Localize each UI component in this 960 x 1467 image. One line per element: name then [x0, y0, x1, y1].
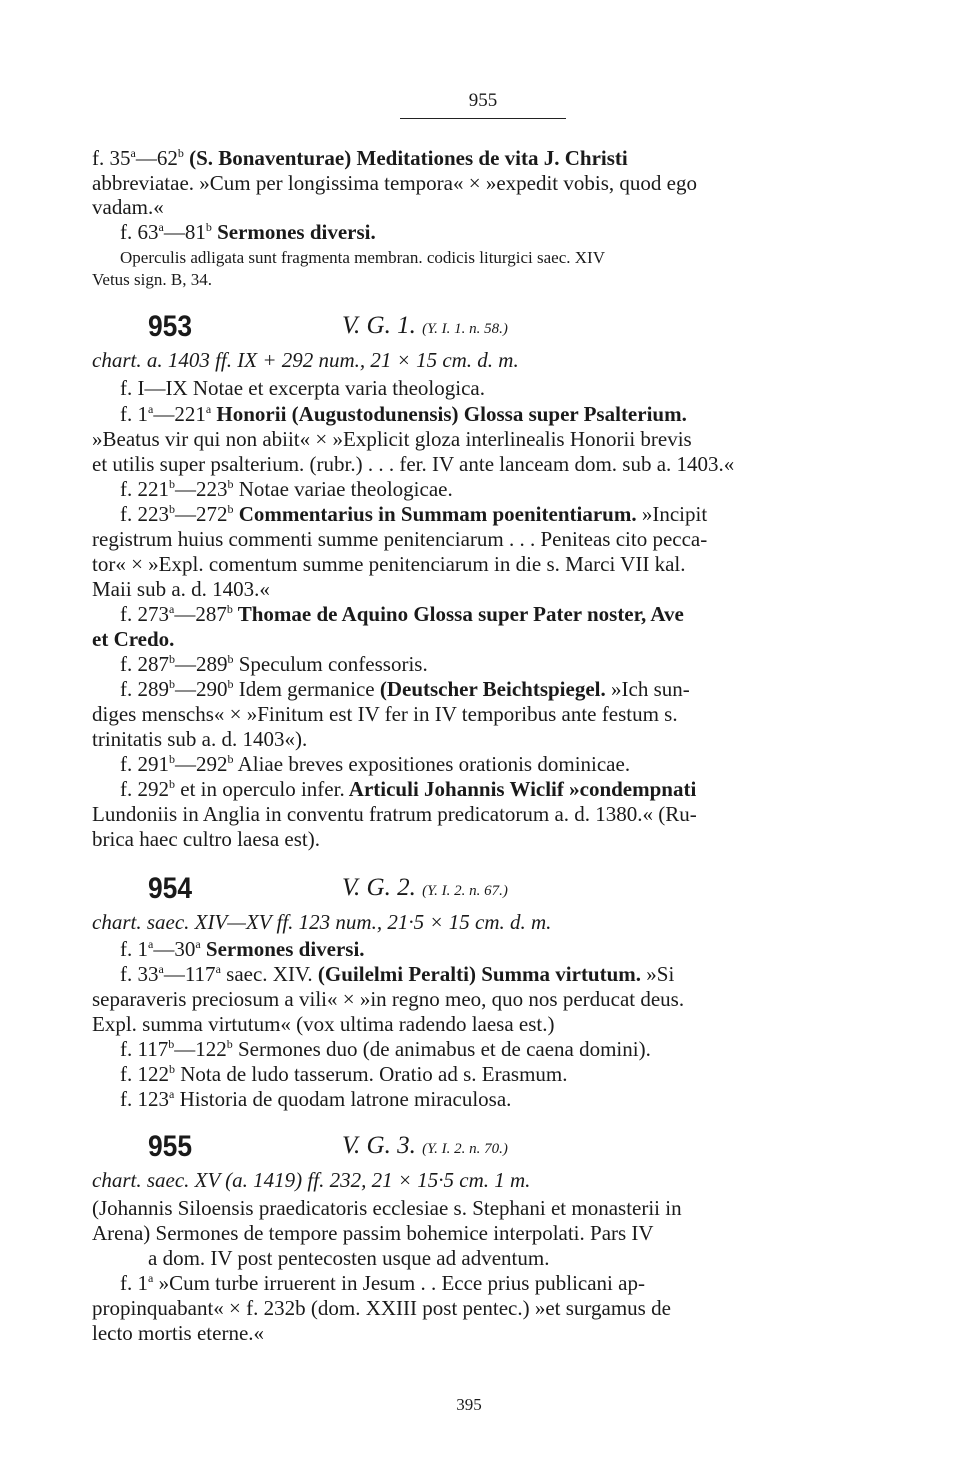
entry-954-line-1: f. 1$^a$—30$^a$ Sermones diversi.: [120, 937, 365, 961]
entry-953-line-4: et utilis super psalterium. (rubr.) . . . fer. IV ante lanceam dom. sub a. 1403.«: [92, 452, 735, 476]
top-line-5: Operculis adligata sunt fragmenta membran. codicis liturgici saec. XIV: [120, 248, 605, 267]
entry-953-line-18: Lundoniis in Anglia in conventu fratrum predicatorum a. d. 1380.« (Ru-: [92, 802, 697, 826]
top-line-2: abbreviatae. »Cum per longissima tempora« × »expedit vobis, quod ego: [92, 171, 697, 195]
entry-953-line-10: f. 273$^a$—287$^b$ Thomae de Aquino Glossa super Pater noster, Ave: [120, 602, 684, 626]
entry-955-line-2: Arena) Sermones de tempore passim bohemice interpolati. Pars IV: [92, 1221, 654, 1245]
shelfmark-955: V. G. 3. (Y. I. 2. n. 70.): [342, 1132, 508, 1159]
entry-953-line-16: f. 291$^b$—292$^b$ Aliae breves expositiones orationis dominicae.: [120, 752, 631, 776]
entry-955-description: chart. saec. XV (a. 1419) ff. 232, 21 × 15·5 cm. 1 m.: [92, 1168, 531, 1192]
entry-953-line-5: f. 221$^b$—223$^b$ Notae variae theologicae.: [120, 477, 453, 501]
entry-number-954: 954: [148, 872, 193, 905]
shelfmark-954: V. G. 2. (Y. I. 2. n. 67.): [342, 874, 508, 901]
entry-955-line-1: (Johannis Siloensis praedicatoris ecclesiae s. Stephani et monasterii in: [92, 1196, 682, 1220]
entry-number-953: 953: [148, 310, 193, 343]
entry-953-line-1: f. I—IX Notae et excerpta varia theologica.: [120, 376, 485, 400]
entry-953-line-15: trinitatis sub a. d. 1403«).: [92, 727, 308, 751]
entry-953-line-11: et Credo.: [92, 627, 175, 651]
running-head-rule: [400, 118, 566, 119]
entry-953-line-7: registrum huius commenti summe penitenciarum . . . Peniteas cito pecca-: [92, 527, 708, 551]
entry-953-line-19: brica haec cultro laesa est).: [92, 827, 320, 851]
entry-955-line-5: propinquabant« × f. 232b (dom. XXIII post pentec.) »et surgamus de: [92, 1296, 671, 1320]
entry-955-line-6: lecto mortis eterne.«: [92, 1321, 265, 1345]
top-line-1: f. 35$^a$—62$^b$ (S. Bonaventurae) Meditationes de vita J. Christi: [92, 146, 628, 170]
shelfmark-953: V. G. 1. (Y. I. 1. n. 58.): [342, 312, 508, 339]
entry-number-955: 955: [148, 1130, 193, 1163]
entry-954-line-5: f. 117$^b$—122$^b$ Sermones duo (de animabus et de caena domini).: [120, 1037, 651, 1061]
entry-953-line-3: »Beatus vir qui non abiit« × »Explicit gloza interlinealis Honorii brevis: [92, 427, 692, 451]
entry-955-line-4: f. 1$^a$ »Cum turbe irruerent in Jesum . . Ecce prius publicani ap-: [120, 1271, 645, 1295]
entry-953-line-2: f. 1$^a$—221$^a$ Honorii (Augustodunensis) Glossa super Psalterium.: [120, 402, 687, 426]
top-line-4: f. 63$^a$—81$^b$ Sermones diversi.: [120, 220, 376, 244]
entry-953-line-6: f. 223$^b$—272$^b$ Commentarius in Summam poenitentiarum. »Incipit: [120, 502, 708, 526]
entry-953-line-13: f. 289$^b$—290$^b$ Idem germanice (Deutscher Beichtspiegel. »Ich sun-: [120, 677, 690, 701]
entry-954-line-7: f. 123$^a$ Historia de quodam latrone miraculosa.: [120, 1087, 512, 1111]
top-line-6: Vetus sign. B, 34.: [92, 270, 212, 289]
entry-953-line-12: f. 287$^b$—289$^b$ Speculum confessoris.: [120, 652, 428, 676]
top-line-3: vadam.«: [92, 195, 164, 219]
running-head-page-number: 955: [468, 90, 498, 111]
entry-953-line-9: Maii sub a. d. 1403.«: [92, 577, 270, 601]
entry-954-description: chart. saec. XIV—XV ff. 123 num., 21·5 × 15 cm. d. m.: [92, 910, 552, 934]
entry-953-line-8: tor« × »Expl. comentum summe penitenciarum in die s. Marci VII kal.: [92, 552, 686, 576]
entry-953-description: chart. a. 1403 ff. IX + 292 num., 21 × 15 cm. d. m.: [92, 348, 519, 372]
entry-953-line-17: f. 292$^b$ et in operculo infer. Articuli Johannis Wiclif »condempnati: [120, 777, 697, 801]
footer-page-number: 395: [456, 1395, 482, 1414]
entry-954-line-2: f. 33$^a$—117$^a$ saec. XIV. (Guilelmi Peralti) Summa virtutum. »Si: [120, 962, 675, 986]
entry-954-line-3: separaveris preciosum a vili« × »in regno meo, quo nos perducat deus.: [92, 987, 685, 1011]
entry-953-line-14: diges menschs« × »Finitum est IV fer in IV temporibus ante festum s.: [92, 702, 678, 726]
entry-954-line-6: f. 122$^b$ Nota de ludo tasserum. Oratio ad s. Erasmum.: [120, 1062, 568, 1086]
entry-954-line-4: Expl. summa virtutum« (vox ultima radendo laesa est.): [92, 1012, 555, 1036]
entry-955-line-3: a dom. IV post pentecosten usque ad adventum.: [148, 1246, 550, 1270]
